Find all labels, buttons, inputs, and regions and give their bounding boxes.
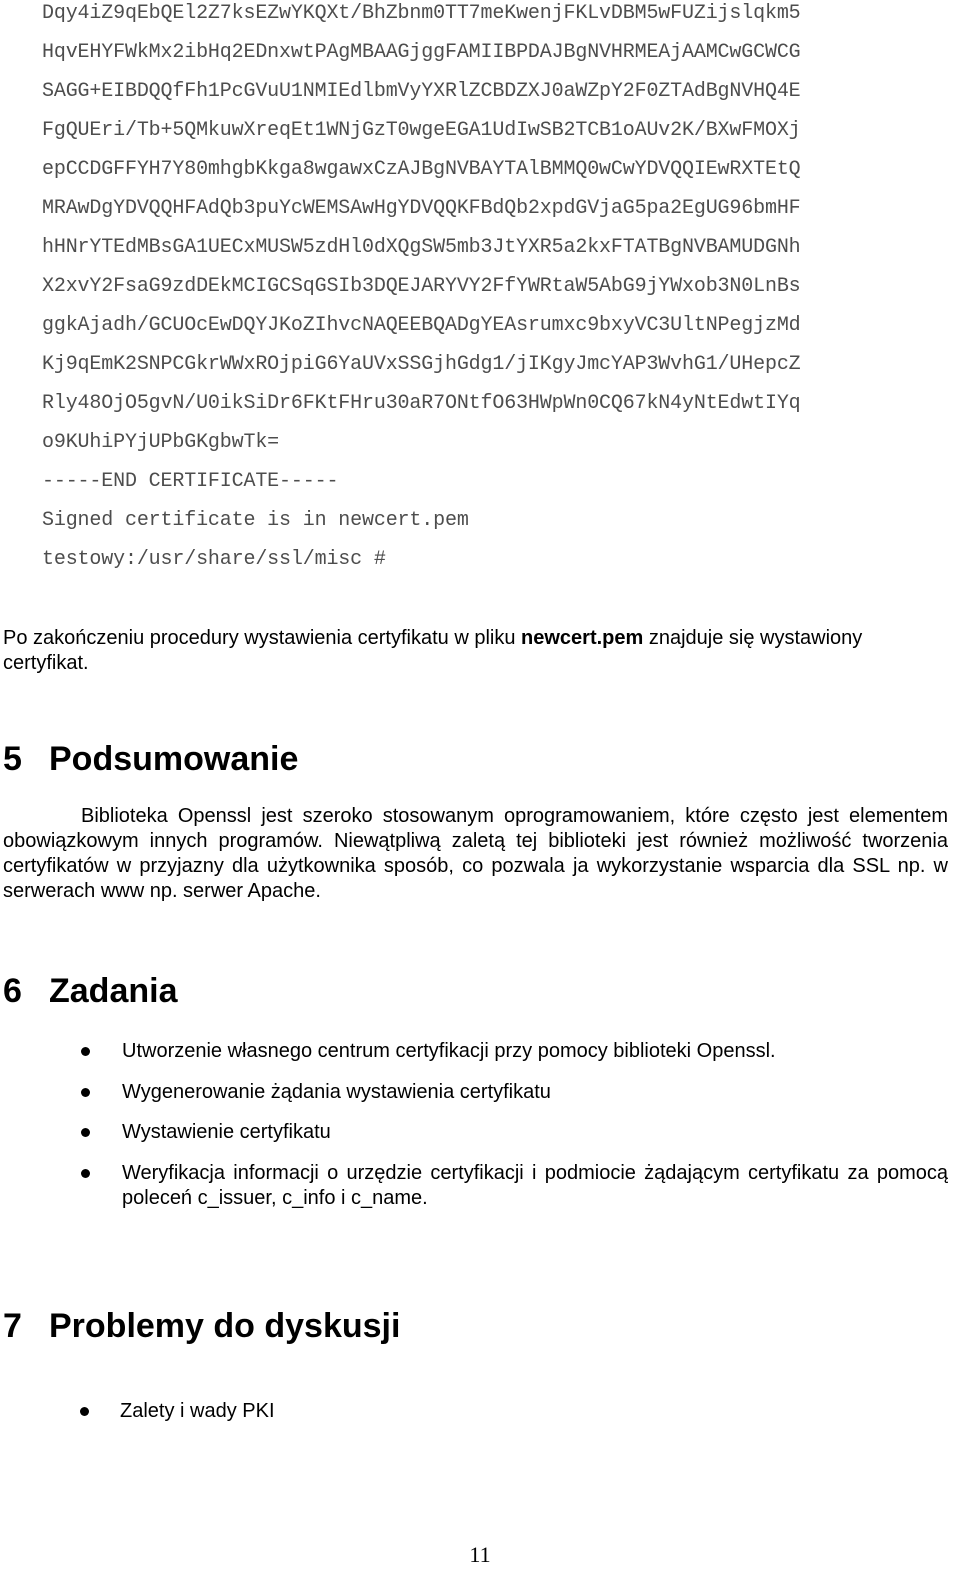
summary-paragraph <box>3 804 948 904</box>
section-title: Zadania <box>49 972 178 1010</box>
section-6-heading <box>3 971 177 1011</box>
terminal-line: hHNrYTEdMBsGA1UECxMUSW5zdHl0dXQgSW5mb3JtYXR5a2kxFTATBgNVBAMUDGNh <box>42 236 801 259</box>
terminal-line: testowy:/usr/share/ssl/misc # <box>42 548 386 571</box>
list-item-text: Weryfikacja informacji o urzędzie certyfikacji i podmiocie żądającym certyfikatu za pomocą poleceń c_issuer, c_info i c_name. <box>122 1162 948 1209</box>
tasks-list <box>0 1039 948 1211</box>
terminal-line: Rly48OjO5gvN/U0ikSiDr6FKtFHru30aR7ONtfO63HWpWn0CQ67kN4yNtEdwtIYq <box>42 392 801 415</box>
section-5-heading <box>3 739 298 779</box>
bullet-icon <box>81 1047 90 1056</box>
terminal-line: FgQUEri/Tb+5QMkuwXreqEt1WNjGzT0wgeEGA1UdIwSB2TCB1oAUv2K/BXwFMOXj <box>42 119 801 142</box>
section-number: 5 <box>3 740 22 778</box>
list-item-text: Zalety i wady PKI <box>120 1400 275 1422</box>
bullet-icon <box>81 1169 90 1178</box>
section-number: 7 <box>3 1307 22 1345</box>
intro-paragraph <box>3 626 948 676</box>
terminal-line: Kj9qEmK2SNPCGkrWWxROjpiG6YaUVxSSGjhGdg1/jIKgyJmcYAP3WvhG1/UHepcZ <box>42 353 801 376</box>
list-item-text: Utworzenie własnego centrum certyfikacji przy pomocy biblioteki Openssl. <box>122 1040 776 1062</box>
terminal-line: MRAwDgYDVQQHFAdQb3puYcWEMSAwHgYDVQQKFBdQb2xpdGVjaG5pa2EgUG96bmHF <box>42 197 801 220</box>
bullet-icon <box>81 1088 90 1097</box>
terminal-line: Signed certificate is in newcert.pem <box>42 509 469 532</box>
list-item <box>0 1399 948 1424</box>
list-item-text: Wystawienie certyfikatu <box>122 1121 331 1143</box>
intro-text-start: Po zakończeniu procedury wystawienia certyfikatu w pliku <box>3 627 522 649</box>
terminal-line: -----END CERTIFICATE----- <box>42 470 339 493</box>
section-title: Problemy do dyskusji <box>49 1307 401 1345</box>
terminal-output <box>42 0 942 586</box>
page-number: 11 <box>469 1542 491 1567</box>
terminal-line: SAGG+EIBDQQfFh1PcGVuU1NMIEdlbmVyYXRlZCBDZXJ0aWZpY2F0ZTAdBgNVHQ4E <box>42 80 801 103</box>
terminal-line: Dqy4iZ9qEbQEl2Z7ksEZwYKQXt/BhZbnm0TT7meKwenjFKLvDBM5wFUZijslqkm5 <box>42 2 801 25</box>
discussion-list <box>0 1399 948 1424</box>
bullet-icon <box>81 1128 90 1137</box>
list-item-text: Wygenerowanie żądania wystawienia certyfikatu <box>122 1081 551 1103</box>
terminal-line: HqvEHYFWkMx2ibHq2EDnxwtPAgMBAAGjggFAMIIBPDAJBgNVHRMEAjAAMCwGCWCG <box>42 41 801 64</box>
section-number: 6 <box>3 972 22 1010</box>
filename-newcert: newcert.pem <box>521 627 644 649</box>
list-item <box>0 1039 948 1064</box>
bullet-icon <box>80 1407 89 1416</box>
terminal-line: X2xvY2FsaG9zdDEkMCIGCSqGSIb3DQEJARYVY2FfYWRtaW5AbG9jYWxob3N0LnBs <box>42 275 801 298</box>
terminal-line: ggkAjadh/GCUOcEwDQYJKoZIhvcNAQEEBQADgYEAsrumxc9bxyVC3UltNPegjzMd <box>42 314 801 337</box>
summary-text: Biblioteka Openssl jest szeroko stosowanym oprogramowaniem, które często jest elementem obowiązkowym innych programów. Niewątpliwą zaletą tej biblioteki jest również możliwość tworzenia certyfikatów w przyjazny dla użytkownika sposób, co pozwala ja wykorzystanie wsparcia dla SSL np. w serwerach www np. serwer Apache. <box>3 805 948 902</box>
terminal-line: epCCDGFFYH7Y80mhgbKkga8wgawxCzAJBgNVBAYTAlBMMQ0wCwYDVQQIEwRXTEtQ <box>42 158 801 181</box>
list-item <box>0 1120 948 1145</box>
intro-text-end: znajduje się wystawiony certyfikat. <box>3 627 863 674</box>
section-title: Podsumowanie <box>49 740 299 778</box>
list-item <box>0 1161 948 1211</box>
terminal-line: o9KUhiPYjUPbGKgbwTk= <box>42 431 280 454</box>
section-7-heading <box>3 1306 400 1346</box>
list-item <box>0 1080 948 1105</box>
